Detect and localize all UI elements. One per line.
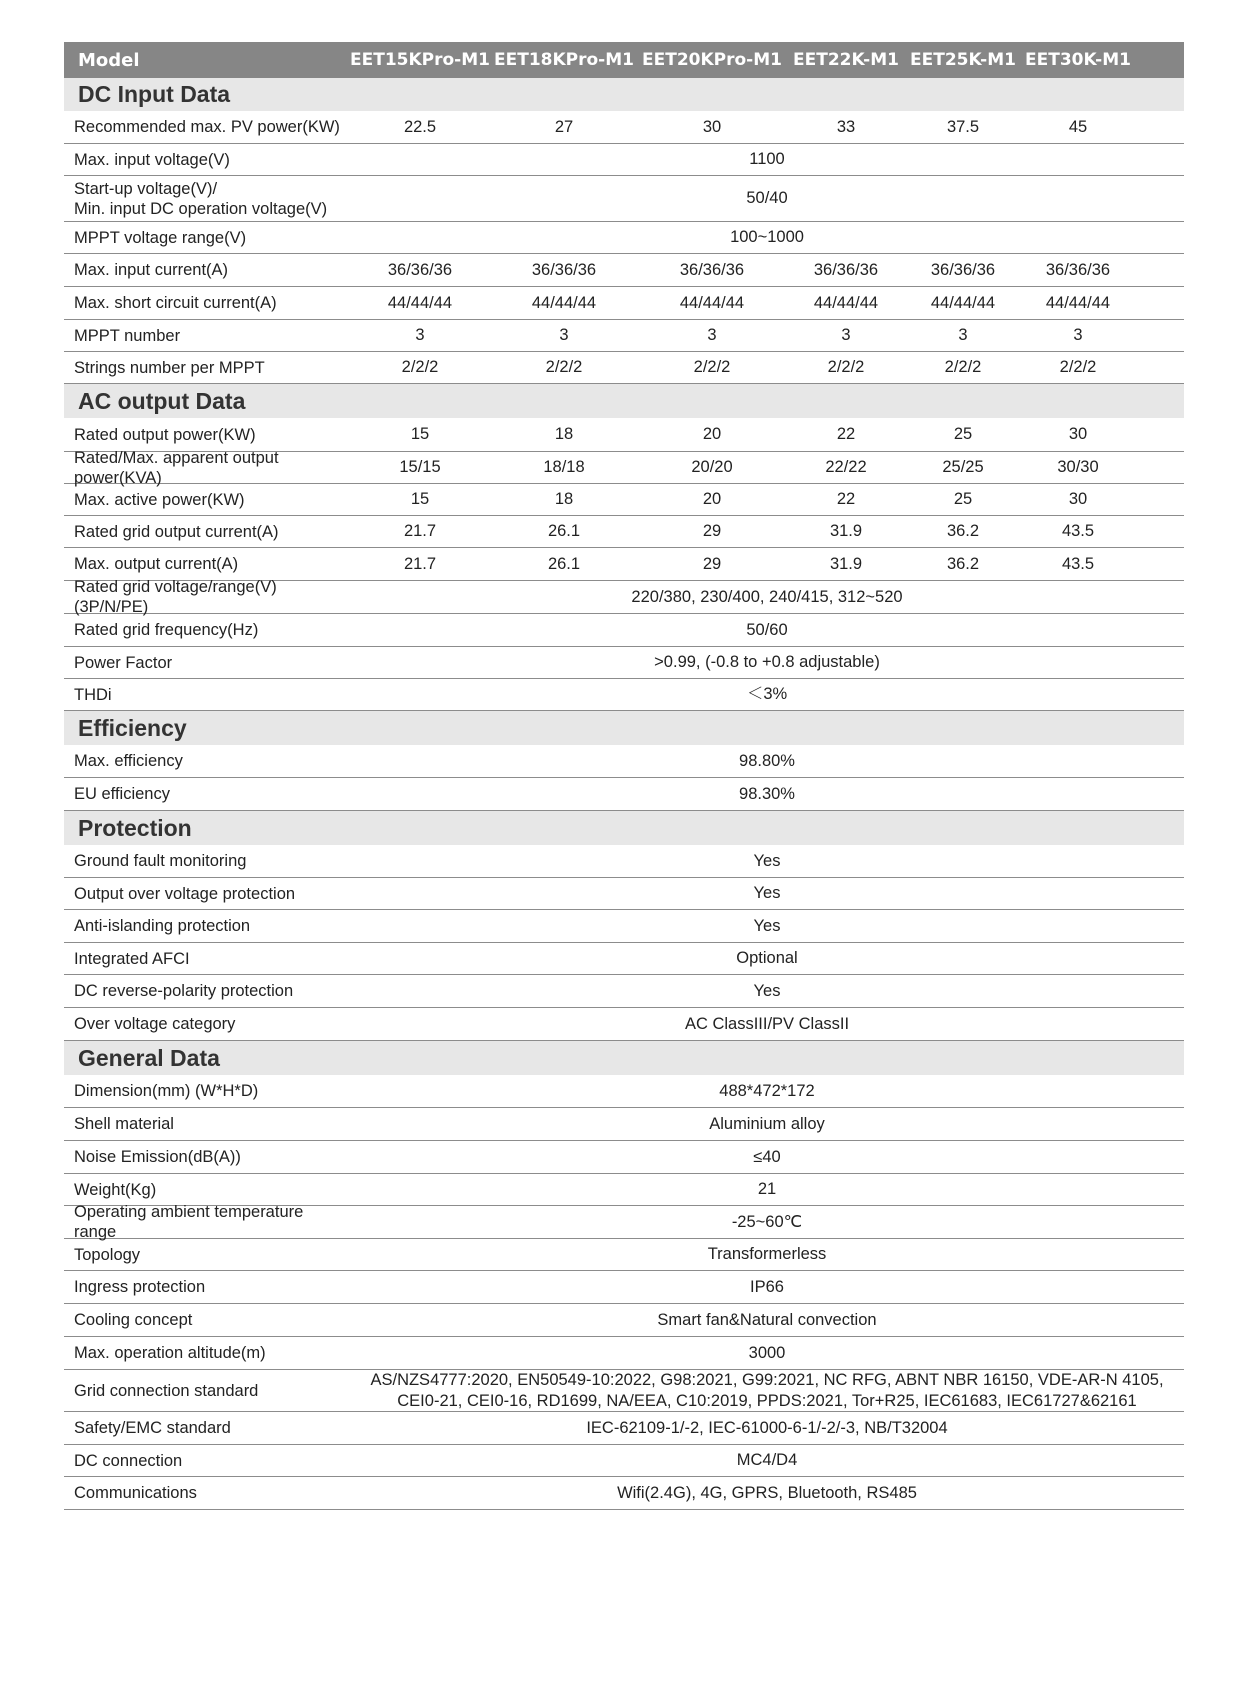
spec-label: DC connection — [74, 1451, 183, 1470]
spec-row — [64, 1477, 1184, 1510]
spec-row — [64, 614, 1184, 647]
spec-value: 20 — [702, 490, 722, 508]
spec-label-line: Min. input DC operation voltage(V) — [74, 199, 328, 218]
spec-value: 3000 — [748, 1343, 786, 1362]
spec-value: 26.1 — [547, 554, 581, 573]
spec-row — [64, 845, 1184, 878]
spec-value: 18/18 — [543, 458, 585, 476]
spec-value: 488*472*172 — [719, 1081, 815, 1100]
spec-value: 43.5 — [1061, 522, 1095, 540]
spec-value: 33 — [836, 117, 856, 136]
spec-value: 1100 — [749, 150, 785, 168]
spec-row — [64, 1108, 1184, 1141]
spec-value: 27 — [554, 117, 574, 136]
spec-value: Yes — [753, 851, 781, 870]
spec-row — [64, 1412, 1184, 1445]
spec-value: 36/36/36 — [387, 260, 453, 279]
spec-value: 37.5 — [946, 117, 980, 136]
spec-row — [64, 287, 1184, 320]
spec-label: Ingress protection — [74, 1278, 206, 1296]
spec-value: 29 — [702, 554, 722, 573]
spec-value: 25 — [953, 490, 973, 508]
spec-table-body — [64, 78, 1184, 1510]
spec-value: 15/15 — [399, 458, 441, 476]
spec-value: Aluminium alloy — [709, 1114, 825, 1133]
model-name: EET22K-M1 — [793, 50, 899, 70]
spec-label: Max. operation altitude(m) — [74, 1344, 266, 1362]
spec-value: 36/36/36 — [1045, 260, 1111, 279]
spec-row — [64, 1075, 1184, 1108]
spec-value: 44/44/44 — [679, 293, 745, 312]
spec-row — [64, 878, 1184, 910]
spec-value: 22/22 — [825, 458, 867, 476]
spec-row — [64, 975, 1184, 1008]
spec-value: 25/25 — [942, 458, 984, 476]
spec-label: EU efficiency — [74, 785, 170, 803]
spec-value: 50/40 — [746, 189, 788, 207]
spec-row — [64, 1141, 1184, 1174]
spec-value: 2/2/2 — [401, 358, 439, 376]
spec-label: Rated grid output current(A) — [74, 522, 279, 541]
spec-label: Rated/Max. apparent output power(KVA) — [74, 448, 279, 487]
spec-value: 22 — [836, 425, 856, 443]
model-header-label: Model — [78, 49, 140, 71]
spec-row — [64, 943, 1184, 975]
spec-value: 3 — [415, 326, 425, 344]
spec-label: Max. output current(A) — [74, 555, 239, 573]
spec-label: Safety/EMC standard — [74, 1419, 231, 1437]
spec-label: Rated grid voltage/range(V) (3P/N/PE) — [74, 578, 277, 616]
spec-value-line: CEI0-21, CEI0-16, RD1699, NA/EEA, C10:2019, PPDS:2021, Tor+R25, IEC61683, IEC61727&62161 — [397, 1391, 1137, 1410]
spec-row — [64, 254, 1184, 287]
spec-value: 30 — [1068, 490, 1088, 508]
spec-value: 25 — [953, 425, 973, 443]
spec-value: 44/44/44 — [1045, 293, 1111, 312]
spec-value: MC4/D4 — [736, 1451, 798, 1469]
spec-row — [64, 910, 1184, 943]
spec-row — [64, 222, 1184, 254]
spec-label: Max. input current(A) — [74, 261, 229, 279]
spec-value: 36/36/36 — [930, 260, 996, 279]
spec-label: MPPT number — [74, 326, 181, 345]
spec-value: 36/36/36 — [531, 260, 597, 279]
spec-value: 3 — [707, 326, 717, 344]
spec-value: Yes — [753, 884, 781, 902]
spec-label: Max. efficiency — [74, 752, 183, 770]
spec-value: 100~1000 — [730, 228, 804, 246]
spec-label: Cooling concept — [74, 1311, 193, 1329]
spec-row — [64, 111, 1184, 144]
spec-value: Optional — [736, 949, 798, 967]
model-name: EET20KPro-M1 — [642, 50, 782, 70]
section-title: Protection — [64, 811, 1184, 845]
spec-label: DC reverse-polarity protection — [74, 982, 294, 1000]
spec-value: >0.99, (-0.8 to +0.8 adjustable) — [654, 653, 880, 671]
spec-value: Smart fan&Natural convection — [657, 1310, 877, 1329]
model-name: EET15KPro-M1 — [350, 50, 490, 70]
spec-value: 20/20 — [691, 458, 733, 476]
spec-label: Integrated AFCI — [74, 949, 190, 968]
spec-value: 36/36/36 — [813, 260, 879, 279]
spec-label: Max. input voltage(V) — [74, 150, 230, 169]
spec-label: Topology — [74, 1245, 141, 1264]
spec-value: 43.5 — [1061, 554, 1095, 573]
spec-value: 30/30 — [1057, 458, 1099, 476]
spec-row — [64, 1008, 1184, 1041]
spec-row — [64, 176, 1184, 222]
spec-value: 98.30% — [739, 784, 795, 803]
spec-label: Grid connection standard — [74, 1381, 259, 1400]
spec-value: Yes — [753, 981, 781, 1000]
spec-label: Output over voltage protection — [74, 884, 296, 903]
spec-value: Wifi(2.4G), 4G, GPRS, Bluetooth, RS485 — [617, 1483, 917, 1502]
spec-row — [64, 578, 1184, 616]
spec-value: 2/2/2 — [693, 358, 731, 376]
spec-value: ≤40 — [753, 1147, 781, 1166]
spec-value: ＜3% — [746, 685, 788, 703]
spec-value: 15 — [410, 425, 430, 443]
spec-row — [64, 679, 1184, 711]
spec-label: Over voltage category — [74, 1015, 236, 1033]
spec-value: 44/44/44 — [930, 293, 996, 312]
spec-row — [64, 647, 1184, 679]
spec-label: Weight(Kg) — [74, 1180, 157, 1199]
spec-value: 18 — [554, 490, 574, 508]
section-title: Efficiency — [64, 711, 1184, 745]
spec-value: 3 — [841, 326, 851, 344]
spec-value: 36.2 — [946, 522, 980, 540]
spec-label — [64, 179, 350, 219]
spec-label: Shell material — [74, 1115, 174, 1133]
spec-value: -25~60℃ — [731, 1212, 803, 1231]
spec-value: 36.2 — [946, 554, 980, 573]
spec-label: Dimension(mm) (W*H*D) — [74, 1082, 259, 1100]
spec-row — [64, 1239, 1184, 1271]
spec-value: 3 — [958, 326, 968, 344]
spec-value: 220/380, 230/400, 240/415, 312~520 — [631, 587, 903, 606]
spec-label: Power Factor — [74, 653, 173, 672]
spec-value: 3 — [1073, 326, 1083, 344]
spec-label: Strings number per MPPT — [74, 358, 265, 377]
spec-sheet — [64, 42, 1184, 1510]
spec-row — [64, 448, 1184, 487]
spec-label: Noise Emission(dB(A)) — [74, 1148, 241, 1166]
spec-label: THDi — [74, 685, 112, 704]
spec-value — [350, 1370, 1184, 1412]
spec-value: 20 — [702, 425, 722, 443]
spec-value: 45 — [1068, 117, 1088, 136]
spec-label: Recommended max. PV power(KW) — [74, 118, 340, 136]
spec-row — [64, 778, 1184, 811]
spec-row — [64, 1337, 1184, 1370]
spec-value: 21.7 — [403, 522, 437, 540]
spec-value: 44/44/44 — [387, 293, 453, 312]
spec-value: 2/2/2 — [827, 358, 865, 376]
spec-row — [64, 1445, 1184, 1477]
spec-row — [64, 1271, 1184, 1304]
spec-label-line: Start-up voltage(V)/ — [74, 179, 218, 198]
model-name: EET18KPro-M1 — [494, 50, 634, 70]
spec-label: MPPT voltage range(V) — [74, 228, 247, 247]
spec-value: Transformerless — [707, 1245, 827, 1263]
spec-value: 36/36/36 — [679, 260, 745, 279]
spec-value: 21 — [757, 1180, 777, 1198]
spec-label: Ground fault monitoring — [74, 852, 247, 870]
spec-value-line: AS/NZS4777:2020, EN50549-10:2022, G98:2021, G99:2021, NC RFG, ABNT NBR 16150, VDE-AR-N 4105, — [370, 1370, 1164, 1389]
spec-value: 44/44/44 — [813, 293, 879, 312]
spec-label: Max. active power(KW) — [74, 490, 245, 509]
spec-value: 26.1 — [547, 522, 581, 540]
spec-value: 98.80% — [739, 751, 795, 770]
spec-label: Max. short circuit current(A) — [74, 294, 277, 312]
spec-row — [64, 320, 1184, 352]
spec-label: Anti-islanding protection — [74, 917, 251, 935]
spec-row — [64, 516, 1184, 548]
spec-value: 18 — [554, 425, 574, 443]
spec-value: Yes — [753, 916, 781, 935]
model-name: EET25K-M1 — [910, 50, 1016, 70]
spec-row — [64, 352, 1184, 384]
spec-row — [64, 745, 1184, 778]
spec-value: 22 — [836, 490, 856, 508]
section-title: DC Input Data — [64, 78, 1184, 111]
spec-value: 15 — [410, 490, 430, 508]
spec-row — [64, 1304, 1184, 1337]
spec-value: 31.9 — [829, 522, 863, 540]
spec-row — [64, 484, 1184, 516]
spec-value: 50/60 — [746, 620, 788, 639]
spec-value: 30 — [1068, 425, 1088, 443]
spec-value: IP66 — [750, 1277, 784, 1296]
spec-label: Rated grid frequency(Hz) — [74, 621, 259, 639]
spec-value: 21.7 — [403, 554, 437, 573]
spec-value: 44/44/44 — [531, 293, 597, 312]
spec-label: Communications — [74, 1484, 197, 1502]
spec-value: 22.5 — [403, 117, 437, 136]
spec-value: 2/2/2 — [944, 358, 982, 376]
spec-label: Rated output power(KW) — [74, 425, 256, 444]
model-name: EET30K-M1 — [1025, 50, 1131, 70]
spec-value: AC ClassIII/PV ClassII — [684, 1014, 850, 1033]
section-title: General Data — [64, 1041, 1184, 1075]
spec-value: 2/2/2 — [1059, 358, 1097, 376]
spec-value: 2/2/2 — [545, 358, 583, 376]
spec-label: Operating ambient temperature range — [74, 1203, 304, 1241]
model-header-row — [64, 42, 1184, 78]
spec-value: 29 — [702, 522, 722, 540]
spec-value: 31.9 — [829, 554, 863, 573]
spec-row — [64, 1370, 1184, 1412]
spec-value: 30 — [702, 117, 722, 136]
spec-row — [64, 144, 1184, 176]
spec-value: IEC-62109-1/-2, IEC-61000-6-1/-2/-3, NB/T32004 — [586, 1418, 948, 1437]
spec-row — [64, 1203, 1184, 1241]
spec-value: 3 — [559, 326, 569, 344]
section-title: AC output Data — [64, 384, 1184, 418]
